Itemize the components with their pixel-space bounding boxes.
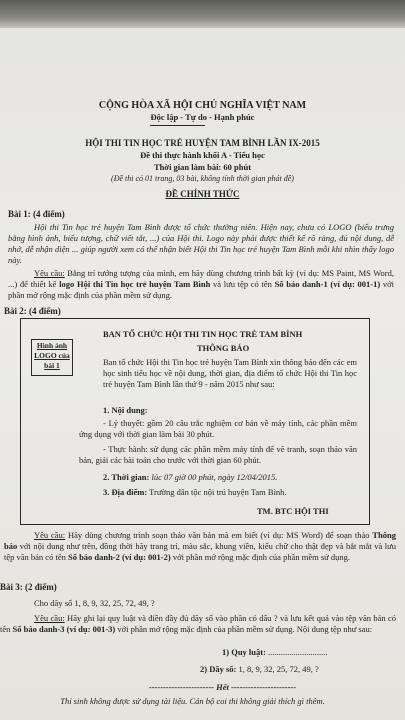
end-marker: ----------------------- Hết ----------------------- bbox=[148, 682, 297, 692]
notice-box bbox=[20, 318, 370, 525]
bai2-req-c: với nội dung như trên, đồng thời hãy trang trí, màu sắc, khung viền, kiểu chữ cho thật đẹp và bắt mắt và lưu tệp văn bản có tên bbox=[4, 541, 396, 562]
bai1-req-c: và lưu tệp có tên bbox=[210, 279, 275, 289]
exam-note: (Đề thi có 01 trang, 03 bài, không tính thời gian phát đề) bbox=[111, 174, 294, 183]
bai1-req-b: logo Hội thi Tin học trẻ huyện Tam Bình bbox=[59, 279, 211, 289]
nation-title: CỘNG HÒA XÃ HỘI CHỦ NGHĨA VIỆT NAM bbox=[98, 100, 307, 111]
bai3-requirement bbox=[0, 613, 396, 635]
notice-theory: - Lý thuyết: gồm 20 câu trắc nghiệm cơ bản về máy tính, các phần mềm ứng dụng với thời gian làm bài 30 phút. bbox=[79, 418, 357, 439]
footer-note: Thí sinh không được sử dụng tài liệu. Cán bộ coi thi không giải thích gì thêm. bbox=[60, 696, 325, 706]
bai3-item2-val: 1, 8, 9, 32, 25, 72, 49, ? bbox=[236, 664, 319, 674]
notice-sign: TM. BTC HỘI THI bbox=[257, 506, 329, 516]
bai2-req-e: với phần mở rộng mặc định của phần mềm sử dụng. bbox=[170, 552, 351, 562]
notice-intro: Ban tổ chức Hội thi Tin học trẻ huyện Tam Bình xin thông báo đến các em học sinh tiểu học về nội dung, thời gian, địa điểm tổ chức Hội thi Tin học trẻ huyện Tam Bình lần thứ 9 - năm 2015 như sau: bbox=[103, 357, 357, 389]
contest-title: HỘI THI TIN HỌC TRẺ HUYỆN TAM BÌNH LẦN IX-2015 bbox=[85, 138, 320, 148]
bai2-requirement bbox=[4, 530, 396, 563]
bai3-req-label: Yêu cầu: bbox=[34, 613, 65, 623]
bai3-req-c: với phần mở rộng mặc định của phần mềm sử dụng. Nội dung tệp như sau: bbox=[115, 624, 373, 634]
bai1-req-e: với phần mở rộng mặc định của phần mềm sử dụng. bbox=[8, 279, 394, 300]
bai3-item2-label: 2) Dãy số: bbox=[200, 664, 237, 674]
notice-time-val: lúc 07 giờ 00 phút, ngày 12/04/2015. bbox=[151, 472, 278, 482]
bai2-req-d: Số báo danh-2 (ví dụ: 001-2) bbox=[67, 552, 171, 562]
notice-place-val: Trường dân tộc nội trú huyện Tam Bình. bbox=[149, 487, 287, 497]
bai1-title: Bài 1: (4 điểm) bbox=[8, 209, 65, 219]
bai3-title: Bài 3: (2 điểm) bbox=[0, 582, 57, 592]
bai1-req-a: Bằng trí tưởng tượng của mình, em hãy dùng chương trình bất kỳ (ví dụ: MS Paint, MS Word, ...) để thiết kế bbox=[8, 268, 394, 289]
exam-page bbox=[0, 28, 405, 720]
bai2-title-text: Bài 2: (4 điểm) bbox=[4, 306, 61, 316]
bai2-title bbox=[4, 306, 61, 316]
exam-type: Đề thi thực hành khối A - Tiểu học bbox=[140, 150, 265, 160]
bai1-intro: Hội thi Tin học trẻ huyện Tam Bình được tổ chức thường niên. Hiện nay, chưa có LOGO (biểu trưng bằng hình ảnh, biểu tượng, chữ viết tắt, ...) của Hội thi. Logo này phải được thiết kế rõ ràng, đủ nội dung, dễ nhớ, dễ nhận diện ... giúp người xem có thể nhận biết Hội thi Tin học trẻ huyện Tam Bình mỗi khi nhìn thấy logo này. bbox=[8, 222, 394, 265]
bai3-item1 bbox=[222, 647, 328, 657]
bai3-item1-label: 1) Quy luật: bbox=[222, 647, 266, 657]
exam-time: Thời gian làm bài: 60 phút bbox=[153, 162, 252, 172]
header-divider bbox=[150, 125, 205, 126]
photo-edge-shadow bbox=[0, 0, 405, 30]
notice-org: BAN TỔ CHỨC HỘI THI TIN HỌC TRẺ TAM BÌNH bbox=[103, 329, 303, 339]
bai3-item2 bbox=[200, 664, 319, 674]
bai2-req-b: Thông báo bbox=[4, 530, 396, 551]
bai1-req-d: Số báo danh-1 (ví dụ: 001-1) bbox=[274, 279, 381, 289]
bai1-req-label: Yêu cầu: bbox=[34, 268, 65, 278]
notice-time bbox=[103, 472, 277, 482]
bai3-req-b: Số báo danh-3 (ví dụ: 001-3) bbox=[12, 624, 116, 634]
notice-heading: THÔNG BÁO bbox=[197, 343, 250, 353]
notice-s1: 1. Nội dung: bbox=[103, 405, 148, 415]
official-label: ĐỀ CHÍNH THỨC bbox=[165, 189, 240, 199]
bai2-req-a: Hãy dùng chương trình soạn thảo văn bản mà em biết (ví dụ: MS Word) để soạn thảo bbox=[65, 530, 373, 540]
notice-practice: - Thực hành: sử dụng các phần mềm máy tính để vẽ tranh, soạn thảo văn bản, giải các bài toán cho trước với thời gian 60 phút. bbox=[79, 444, 357, 465]
notice-place bbox=[103, 487, 287, 497]
logo-placeholder: Hình ảnh LOGO của bài 1 bbox=[31, 339, 73, 376]
bai1-requirement bbox=[8, 268, 394, 301]
bai3-sequence: Cho dãy số 1, 8, 9, 32, 25, 72, 49, ? bbox=[34, 598, 155, 608]
bai2-req-label: Yêu cầu: bbox=[34, 530, 66, 540]
notice-s2: 2. Thời gian: bbox=[103, 472, 150, 482]
bai3-item1-dots: ............................ bbox=[265, 647, 328, 657]
notice-s3: 3. Địa điểm: bbox=[103, 487, 148, 497]
motto: Độc lập - Tự do - Hạnh phúc bbox=[150, 112, 255, 122]
bai3-req-a: Hãy ghi lại quy luật và điền đầy đủ dãy số vào phần có dấu ? và lưu kết quả vào tệp văn bản có tên bbox=[0, 613, 396, 634]
